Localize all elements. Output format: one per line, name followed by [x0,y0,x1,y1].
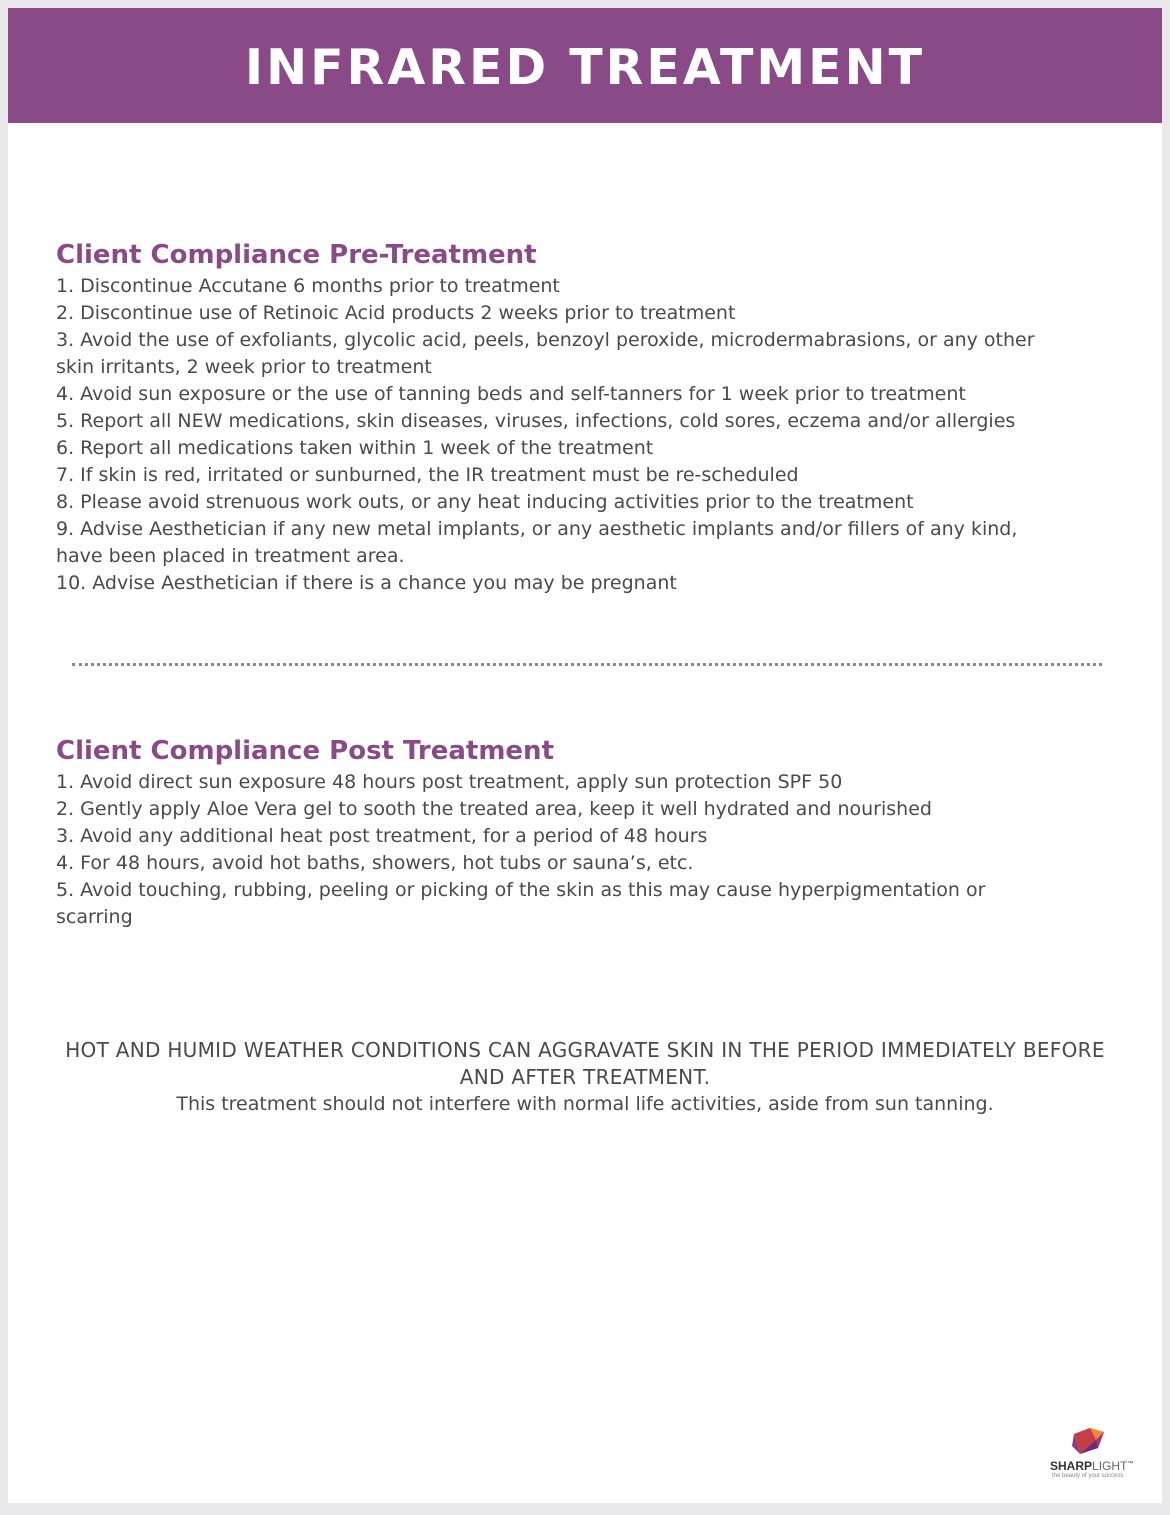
list-item: 5. Avoid touching, rubbing, peeling or picking of the skin as this may cause hyperpigmentation or scarring [56,879,986,928]
list-item: 8. Please avoid strenuous work outs, or any heat inducing activities prior to the treatment [56,491,914,513]
logo-tagline: the beauty of your success [1052,1473,1124,1479]
page-title: INFRARED TREATMENT [244,39,926,96]
logo-trademark: ™ [1127,1461,1134,1467]
list-item: 3. Avoid any additional heat post treatment, for a period of 48 hours [56,825,708,847]
weather-warning: HOT AND HUMID WEATHER CONDITIONS CAN AGGRAVATE SKIN IN THE PERIOD IMMEDIATELY BEFORE AND AFTER TREATMENT. [65,1038,1105,1089]
list-item: 4. For 48 hours, avoid hot baths, showers, hot tubs or sauna’s, etc. [56,852,694,874]
sharplight-gem-icon [1068,1426,1112,1458]
activity-note: This treatment should not interfere with normal life activities, aside from sun tanning. [176,1093,994,1115]
sharplight-logo [1046,1426,1146,1488]
post-treatment-heading: Client Compliance Post Treatment [56,736,554,766]
list-item: 10. Advise Aesthetician if there is a chance you may be pregnant [56,572,677,594]
dotted-divider [72,663,1102,666]
weather-notice [8,1037,1162,1118]
list-item: 5. Report all NEW medications, skin diseases, viruses, infections, cold sores, eczema and/or allergies [56,410,1016,432]
pre-treatment-list [56,273,1056,597]
list-item: 6. Report all medications taken within 1 week of the treatment [56,437,654,459]
logo-name-bold: SHARP [1050,1459,1093,1473]
post-treatment-list [56,769,1056,931]
list-item: 1. Discontinue Accutane 6 months prior to treatment [56,275,560,297]
header-banner [8,8,1162,123]
list-item: 7. If skin is red, irritated or sunburned, the IR treatment must be re-scheduled [56,464,799,486]
list-item: 9. Advise Aesthetician if any new metal implants, or any aesthetic implants and/or fillers of any kind, have been placed in treatment area. [56,518,1018,567]
list-item: 3. Avoid the use of exfoliants, glycolic acid, peels, benzoyl peroxide, microdermabrasions, or any other skin irritants, 2 week prior to treatment [56,329,1035,378]
list-item: 4. Avoid sun exposure or the use of tanning beds and self-tanners for 1 week prior to treatment [56,383,966,405]
list-item: 2. Gently apply Aloe Vera gel to sooth the treated area, keep it well hydrated and nourished [56,798,932,820]
list-item: 1. Avoid direct sun exposure 48 hours post treatment, apply sun protection SPF 50 [56,771,843,793]
logo-wordmark [1050,1457,1133,1473]
logo-name-light: LIGHT [1092,1459,1128,1473]
pre-treatment-heading: Client Compliance Pre-Treatment [56,240,537,270]
list-item: 2. Discontinue use of Retinoic Acid products 2 weeks prior to treatment [56,302,736,324]
document-page [8,8,1162,1503]
